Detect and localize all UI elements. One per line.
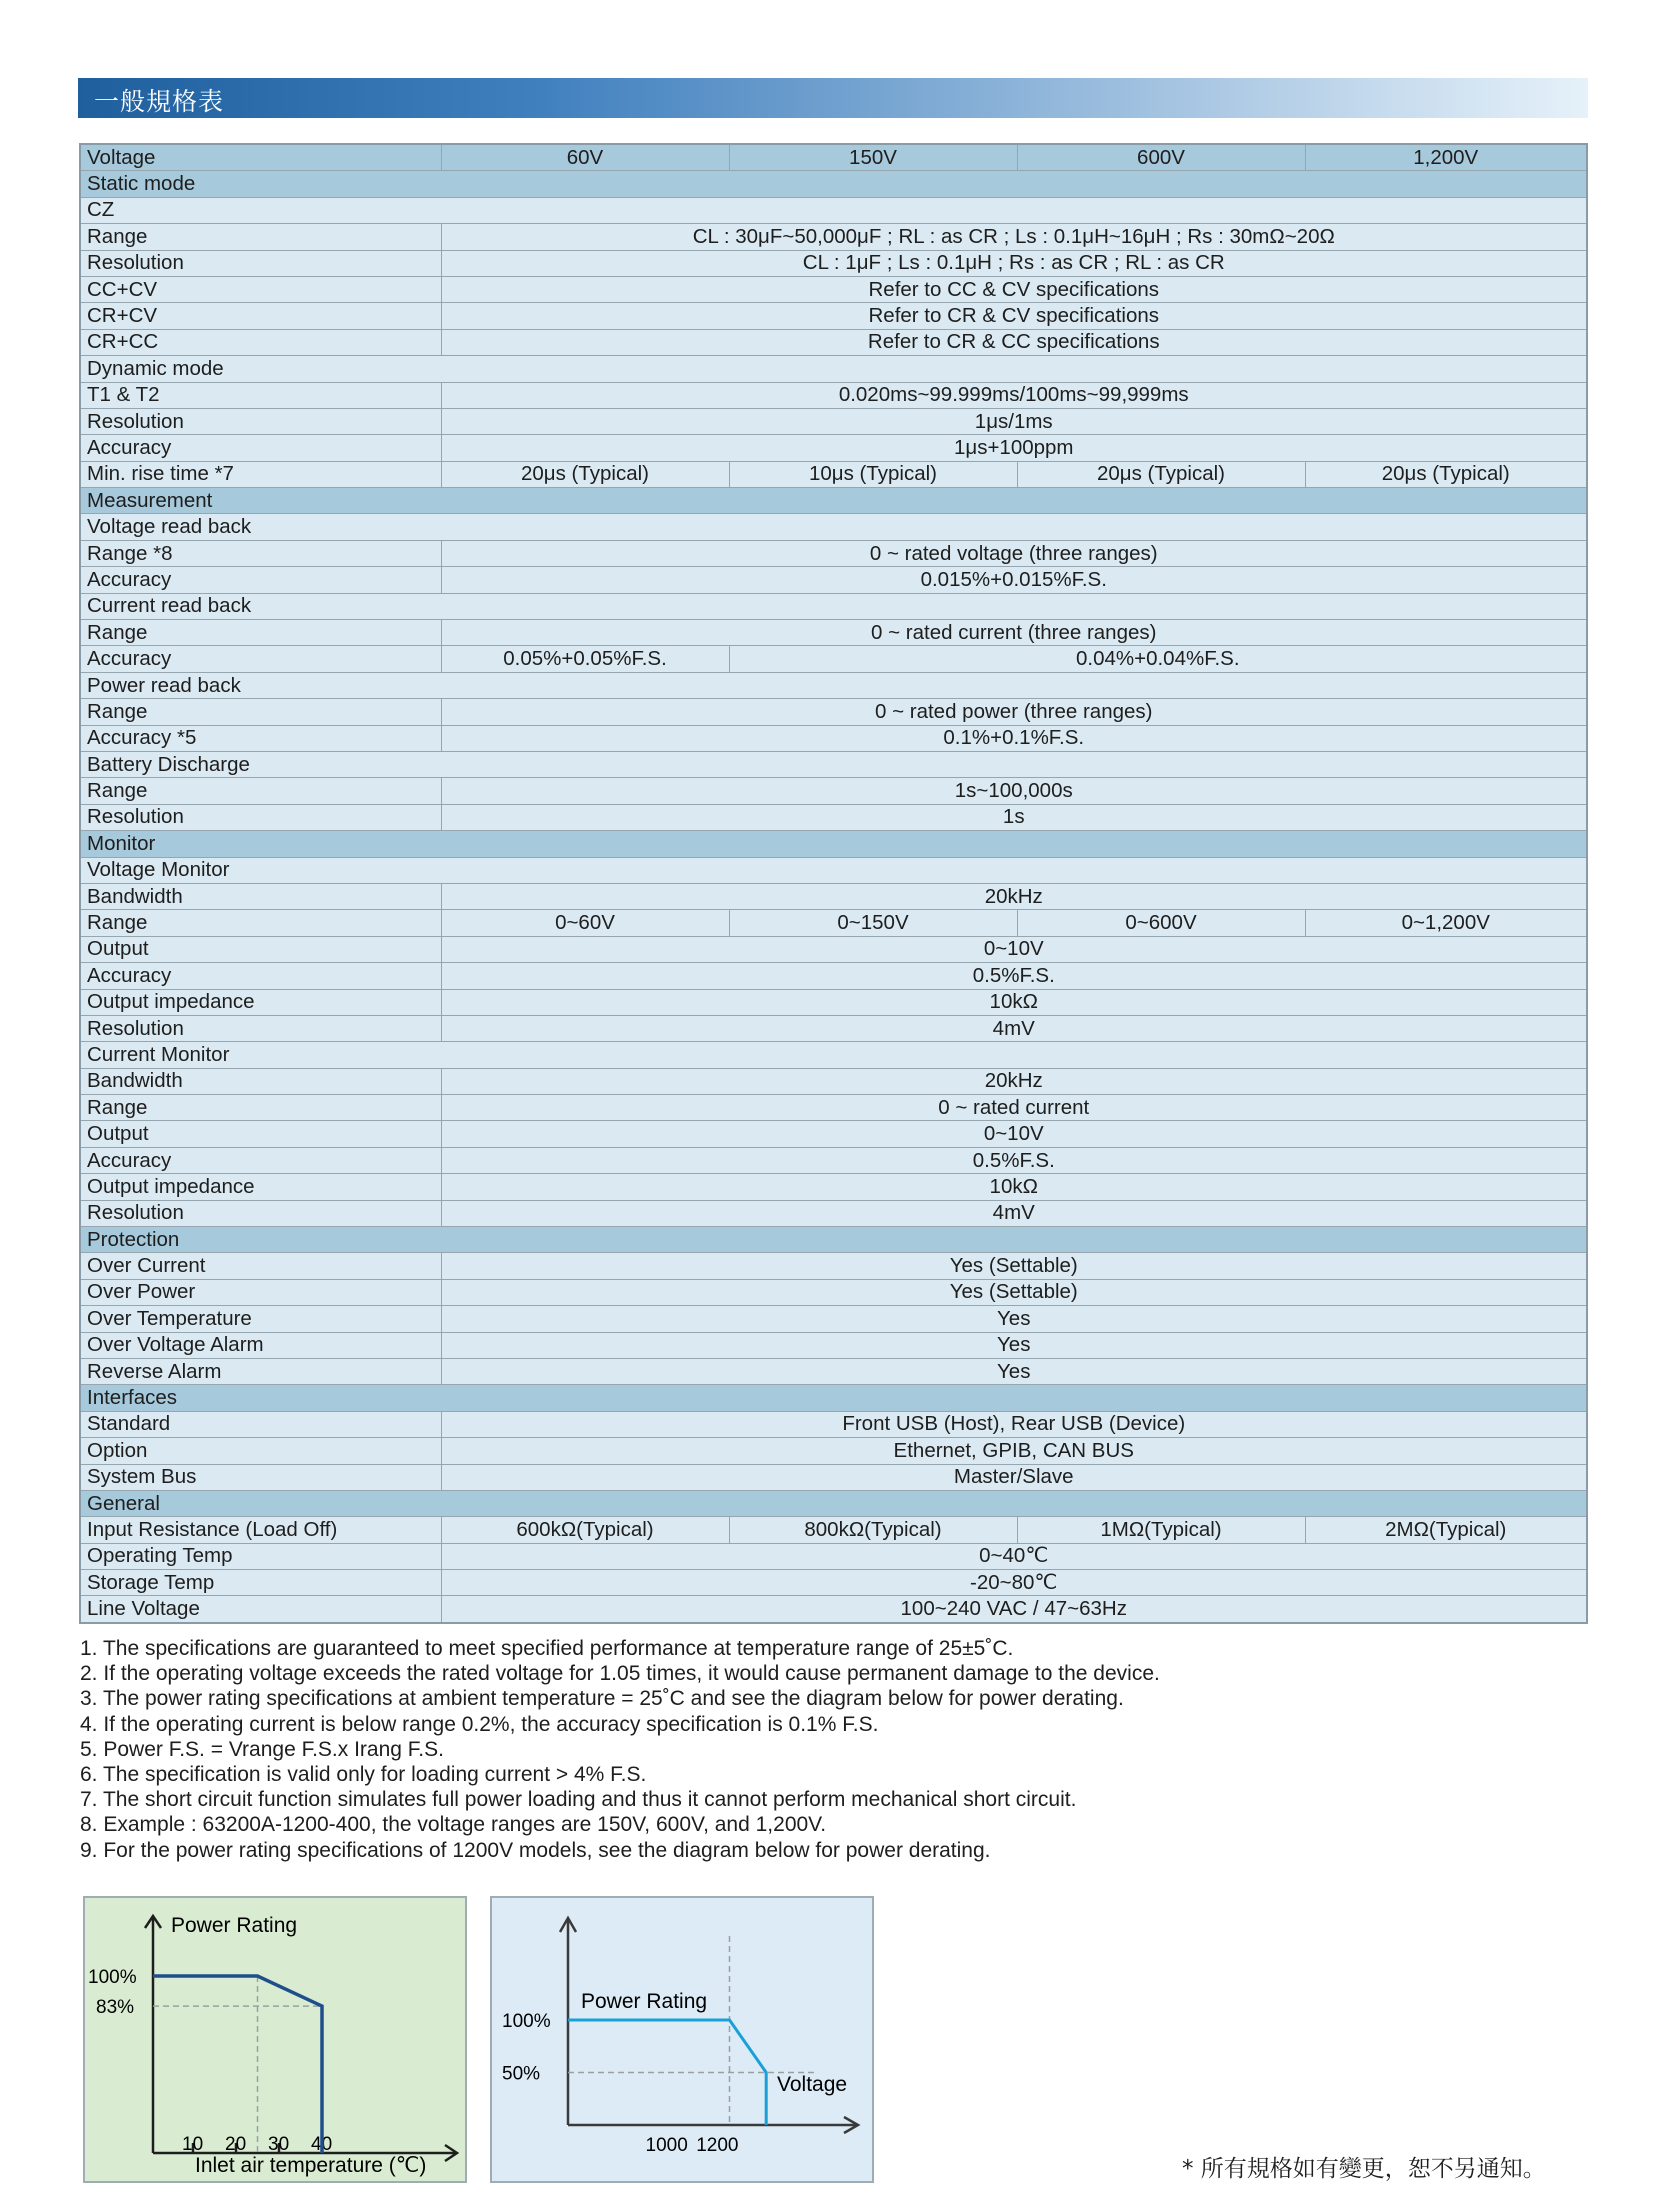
cell-value: 20μs (Typical) — [1017, 461, 1305, 487]
row-label: Range — [80, 620, 441, 646]
row-label: Measurement — [80, 488, 1587, 514]
note-item: 5. Power F.S. = Vrange F.S.x Irang F.S. — [80, 1737, 444, 1761]
cell-value: 0 ~ rated voltage (three ranges) — [441, 540, 1587, 566]
table-row — [80, 1147, 1587, 1173]
notes-list — [80, 1636, 1580, 1863]
voltage-derating-chart — [490, 1896, 874, 2183]
row-label: Range *8 — [80, 540, 441, 566]
row-label: Output impedance — [80, 1174, 441, 1200]
cell-value: 0~1,200V — [1305, 910, 1587, 936]
y-axis-label: Power Rating — [581, 1990, 708, 2013]
row-label: Accuracy — [80, 646, 441, 672]
cell-value: 10μs (Typical) — [729, 461, 1017, 487]
cell-value: Refer to CR & CC specifications — [441, 329, 1587, 355]
row-label: Operating Temp — [80, 1543, 441, 1569]
table-row — [80, 646, 1587, 672]
note-item: 1. The specifications are guaranteed to meet specified performance at temperature range of 25±5˚C. — [80, 1637, 1014, 1660]
table-row — [80, 1068, 1587, 1094]
table-row — [80, 963, 1587, 989]
x-tick-label: 1000 — [645, 2135, 688, 2156]
cell-value: 0~40℃ — [441, 1543, 1587, 1569]
row-label: General — [80, 1490, 1587, 1516]
section-banner — [78, 78, 1588, 118]
row-label: Static mode — [80, 171, 1587, 197]
row-label: Reverse Alarm — [80, 1358, 441, 1384]
cell-value: 20kHz — [441, 1068, 1587, 1094]
table-header-row — [80, 144, 1587, 171]
y-axis-label: Power Rating — [171, 1914, 298, 1937]
cell-value: 4mV — [441, 1200, 1587, 1226]
cell-value: 0.020ms~99.999ms/100ms~99,999ms — [441, 382, 1587, 408]
voltage-derating-svg — [492, 1898, 872, 2181]
y-tick-label: 83% — [96, 1997, 135, 2019]
note-item: 4. If the operating current is below range 0.2%, the accuracy specification is 0.1% F.S. — [80, 1712, 879, 1736]
temperature-derating-svg — [85, 1898, 465, 2181]
row-label: Protection — [80, 1227, 1587, 1253]
table-row — [80, 910, 1587, 936]
cell-value: 1s~100,000s — [441, 778, 1587, 804]
section-row — [80, 1227, 1587, 1253]
spec-table — [79, 143, 1588, 1624]
note-item: 2. If the operating voltage exceeds the rated voltage for 1.05 times, it would cause permanent damage to the device. — [80, 1662, 1160, 1686]
table-row — [80, 1411, 1587, 1437]
row-label: Output — [80, 1121, 441, 1147]
table-row — [80, 1174, 1587, 1200]
cell-value: Yes (Settable) — [441, 1253, 1587, 1279]
note-item: 6. The specification is valid only for loading current > 4% F.S. — [80, 1763, 647, 1787]
cell-value: Ethernet, GPIB, CAN BUS — [441, 1438, 1587, 1464]
table-row — [80, 1253, 1587, 1279]
row-label: Accuracy — [80, 567, 441, 593]
row-label: Resolution — [80, 250, 441, 276]
table-row — [80, 620, 1587, 646]
cell-value: 0.1%+0.1%F.S. — [441, 725, 1587, 751]
row-label: Resolution — [80, 1015, 441, 1041]
table-row — [80, 224, 1587, 250]
column-header: 600V — [1017, 144, 1305, 171]
table-row — [80, 1200, 1587, 1226]
row-label: Storage Temp — [80, 1570, 441, 1596]
row-label: Interfaces — [80, 1385, 1587, 1411]
cell-value: Refer to CC & CV specifications — [441, 276, 1587, 302]
section-row — [80, 488, 1587, 514]
row-label: Option — [80, 1438, 441, 1464]
cell-value: 600kΩ(Typical) — [441, 1517, 729, 1543]
cell-value: 0~60V — [441, 910, 729, 936]
column-header: 60V — [441, 144, 729, 171]
cell-value: Master/Slave — [441, 1464, 1587, 1490]
section-row — [80, 171, 1587, 197]
table-row — [80, 1358, 1587, 1384]
table-row — [80, 1121, 1587, 1147]
table-row — [80, 1517, 1587, 1543]
table-row — [80, 936, 1587, 962]
row-label: Battery Discharge — [80, 751, 1587, 777]
y-tick-label: 100% — [502, 2011, 551, 2032]
table-row — [80, 329, 1587, 355]
table-row — [80, 435, 1587, 461]
row-label: T1 & T2 — [80, 382, 441, 408]
row-label: Accuracy — [80, 1147, 441, 1173]
column-header: Voltage — [80, 144, 441, 171]
x-axis-label: Inlet air temperature (℃) — [195, 2154, 427, 2177]
row-label: Bandwidth — [80, 1068, 441, 1094]
cell-value: 0 ~ rated power (three ranges) — [441, 699, 1587, 725]
row-label: CR+CC — [80, 329, 441, 355]
table-row — [80, 540, 1587, 566]
row-label: Voltage Monitor — [80, 857, 1587, 883]
table-row — [80, 804, 1587, 830]
cell-value: 0.5%F.S. — [441, 1147, 1587, 1173]
row-label: Over Voltage Alarm — [80, 1332, 441, 1358]
cell-value: Yes — [441, 1306, 1587, 1332]
table-row — [80, 883, 1587, 909]
table-row — [80, 1570, 1587, 1596]
subsection-row — [80, 857, 1587, 883]
subsection-row — [80, 751, 1587, 777]
cell-value: 1μs/1ms — [441, 408, 1587, 434]
row-label: Over Current — [80, 1253, 441, 1279]
y-tick-label: 50% — [502, 2063, 541, 2085]
table-row — [80, 1464, 1587, 1490]
row-label: Line Voltage — [80, 1596, 441, 1623]
cell-value: 20μs (Typical) — [1305, 461, 1587, 487]
row-label: Input Resistance (Load Off) — [80, 1517, 441, 1543]
cell-value: 4mV — [441, 1015, 1587, 1041]
cell-value: 800kΩ(Typical) — [729, 1517, 1017, 1543]
row-label: Output — [80, 936, 441, 962]
cell-value: 0~10V — [441, 936, 1587, 962]
cell-value: -20~80℃ — [441, 1570, 1587, 1596]
table-row — [80, 725, 1587, 751]
cell-value: Yes — [441, 1358, 1587, 1384]
cell-value: 10kΩ — [441, 1174, 1587, 1200]
table-row — [80, 1596, 1587, 1623]
cell-value: 0.05%+0.05%F.S. — [441, 646, 729, 672]
table-row — [80, 1015, 1587, 1041]
cell-value: 0.015%+0.015%F.S. — [441, 567, 1587, 593]
row-label: Range — [80, 699, 441, 725]
row-label: Range — [80, 1095, 441, 1121]
subsection-row — [80, 356, 1587, 382]
table-row — [80, 1279, 1587, 1305]
cell-value: Refer to CR & CV specifications — [441, 303, 1587, 329]
row-label: Dynamic mode — [80, 356, 1587, 382]
table-row — [80, 382, 1587, 408]
x-tick-label: 40 — [311, 2134, 333, 2155]
cell-value: 2MΩ(Typical) — [1305, 1517, 1587, 1543]
cell-value: 20kHz — [441, 883, 1587, 909]
table-row — [80, 303, 1587, 329]
row-label: Range — [80, 224, 441, 250]
subsection-row — [80, 1042, 1587, 1068]
temperature-derating-chart — [83, 1896, 467, 2183]
x-axis-label: Voltage — [777, 2073, 848, 2096]
section-row — [80, 831, 1587, 857]
subsection-row — [80, 593, 1587, 619]
row-label: Resolution — [80, 408, 441, 434]
cell-value: 1μs+100ppm — [441, 435, 1587, 461]
row-label: Range — [80, 910, 441, 936]
table-row — [80, 1332, 1587, 1358]
table-row — [80, 778, 1587, 804]
cell-value: 1MΩ(Typical) — [1017, 1517, 1305, 1543]
row-label: Monitor — [80, 831, 1587, 857]
row-label: Over Power — [80, 1279, 441, 1305]
row-label: Accuracy — [80, 435, 441, 461]
note-item: 8. Example : 63200A-1200-400, the voltage ranges are 150V, 600V, and 1,200V. — [80, 1813, 827, 1837]
row-label: Power read back — [80, 672, 1587, 698]
cell-value: 0~150V — [729, 910, 1017, 936]
table-row — [80, 408, 1587, 434]
row-label: Voltage read back — [80, 514, 1587, 540]
row-label: Current read back — [80, 593, 1587, 619]
table-row — [80, 461, 1587, 487]
table-row — [80, 1543, 1587, 1569]
row-label: System Bus — [80, 1464, 441, 1490]
cell-value: 0.5%F.S. — [441, 963, 1587, 989]
table-row — [80, 1095, 1587, 1121]
row-label: Resolution — [80, 804, 441, 830]
series-line — [568, 2020, 766, 2125]
row-label: Resolution — [80, 1200, 441, 1226]
row-label: CR+CV — [80, 303, 441, 329]
x-tick-label: 10 — [182, 2134, 204, 2155]
note-item: 9. For the power rating specifications of 1200V models, see the diagram below for power derating. — [80, 1838, 991, 1862]
note-item: 7. The short circuit function simulates full power loading and thus it cannot perform mechanical short circuit. — [80, 1788, 1077, 1812]
table-row — [80, 250, 1587, 276]
row-label: Current Monitor — [80, 1042, 1587, 1068]
cell-value: Yes (Settable) — [441, 1279, 1587, 1305]
cell-value: 1s — [441, 804, 1587, 830]
cell-value: 0~600V — [1017, 910, 1305, 936]
cell-value: 0 ~ rated current — [441, 1095, 1587, 1121]
section-row — [80, 1385, 1587, 1411]
cell-value: 10kΩ — [441, 989, 1587, 1015]
cell-value: 0 ~ rated current (three ranges) — [441, 620, 1587, 646]
subsection-row — [80, 514, 1587, 540]
cell-value: 100~240 VAC / 47~63Hz — [441, 1596, 1587, 1623]
cell-value: 20μs (Typical) — [441, 461, 729, 487]
row-label: CC+CV — [80, 276, 441, 302]
subsection-row — [80, 672, 1587, 698]
row-label: Accuracy — [80, 963, 441, 989]
table-row — [80, 989, 1587, 1015]
column-header: 1,200V — [1305, 144, 1587, 171]
cell-value: 0~10V — [441, 1121, 1587, 1147]
subsection-row — [80, 197, 1587, 223]
section-row — [80, 1490, 1587, 1516]
page-title: 一般規格表 — [94, 87, 225, 116]
row-label: Standard — [80, 1411, 441, 1437]
table-row — [80, 567, 1587, 593]
footnote: * 所有規格如有變更，恕不另通知。 — [1182, 2156, 1546, 2182]
row-label: Range — [80, 778, 441, 804]
table-row — [80, 1306, 1587, 1332]
row-label: Bandwidth — [80, 883, 441, 909]
x-tick-label: 20 — [225, 2134, 247, 2155]
row-label: Over Temperature — [80, 1306, 441, 1332]
cell-value: 0.04%+0.04%F.S. — [729, 646, 1587, 672]
note-item: 3. The power rating specifications at ambient temperature = 25˚C and see the diagram below for power derating. — [80, 1687, 1124, 1711]
row-label: Output impedance — [80, 989, 441, 1015]
y-tick-label: 100% — [88, 1967, 137, 1988]
cell-value: CL : 30μF~50,000μF ; RL : as CR ; Ls : 0.1μH~16μH ; Rs : 30mΩ~20Ω — [441, 224, 1587, 250]
x-tick-label: 30 — [268, 2134, 290, 2155]
cell-value: Yes — [441, 1332, 1587, 1358]
row-label: Accuracy *5 — [80, 725, 441, 751]
x-tick-label: 1200 — [696, 2135, 739, 2156]
table-row — [80, 1438, 1587, 1464]
table-row — [80, 699, 1587, 725]
series-line — [153, 1976, 322, 2153]
row-label: Min. rise time *7 — [80, 461, 441, 487]
cell-value: CL : 1μF ; Ls : 0.1μH ; Rs : as CR ; RL : as CR — [441, 250, 1587, 276]
cell-value: Front USB (Host), Rear USB (Device) — [441, 1411, 1587, 1437]
row-label: CZ — [80, 197, 1587, 223]
column-header: 150V — [729, 144, 1017, 171]
table-row — [80, 276, 1587, 302]
